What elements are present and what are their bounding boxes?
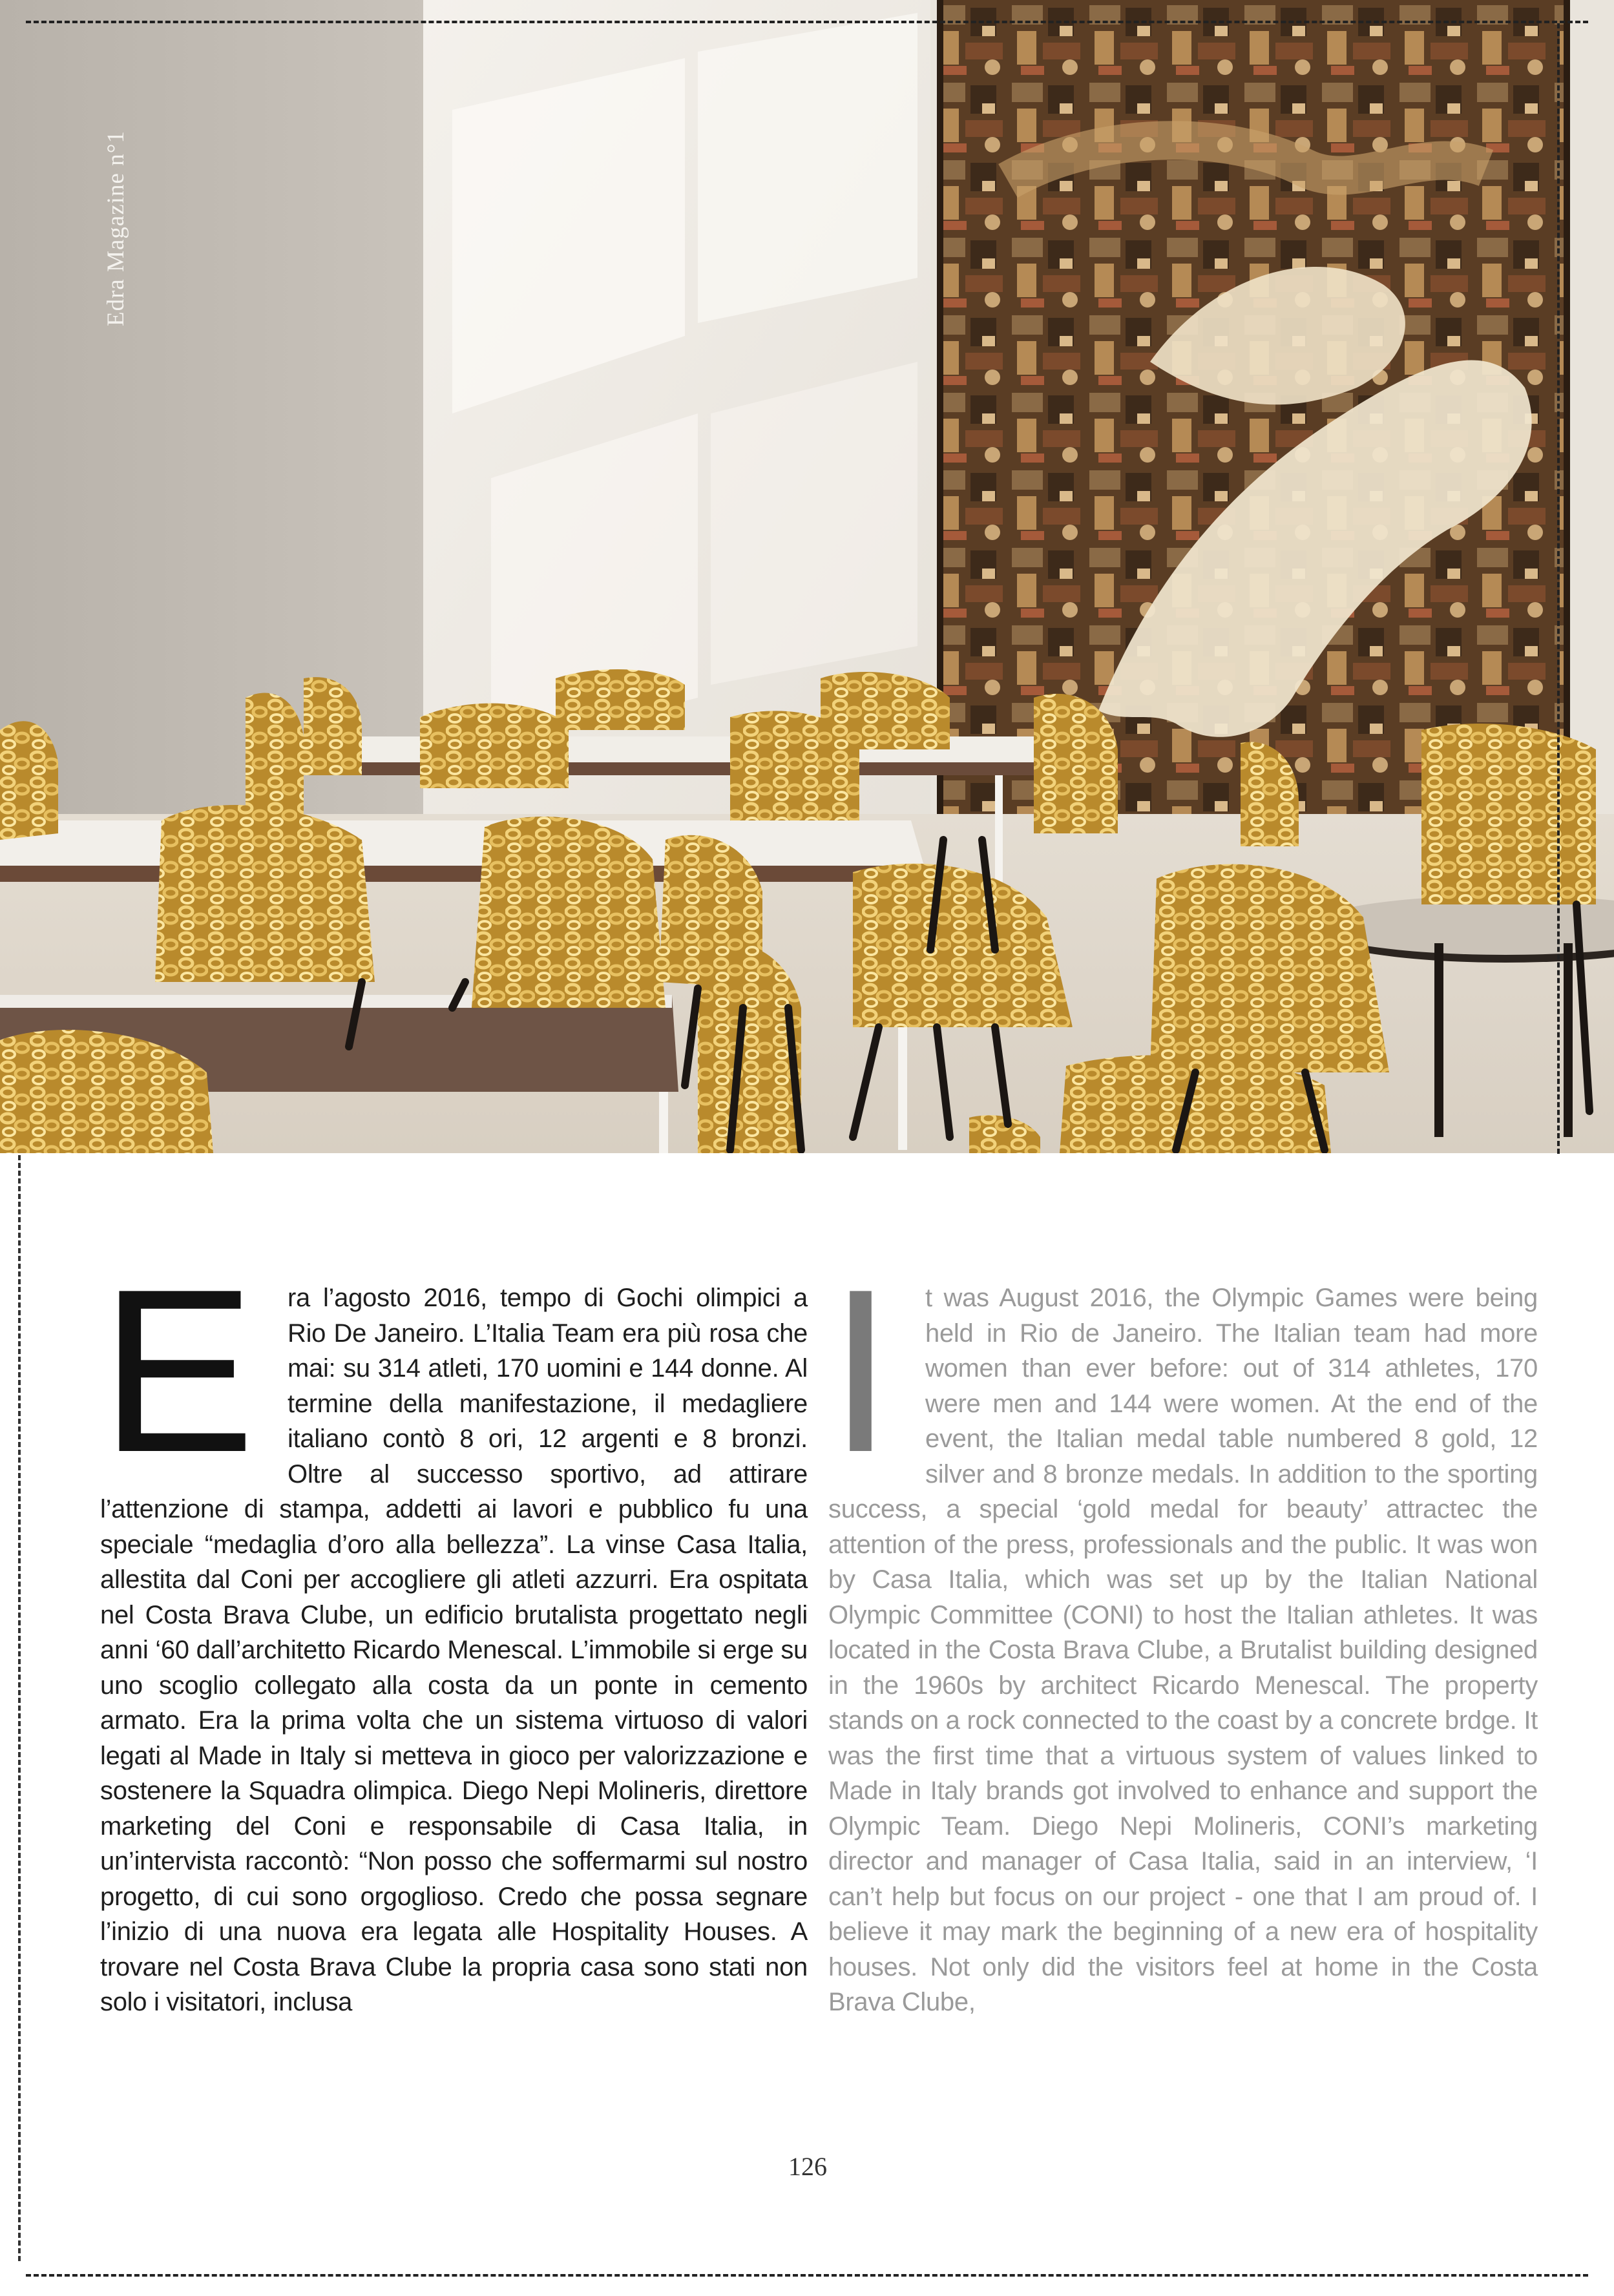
- english-body-text: t was August 2016, the Olympic Games were being held in Rio de Janeiro. The Italian team had more women than ever before: out of 314 athletes, 170 were men and 144 were women. At the end of the event, the Italian medal table numbered 8 gold, 12 silver and 8 bronze medals. In addition to the sporting success, a special ‘gold medal for beauty’ attractec the attention of the press, professionals and the public. It was won by Casa Italia, which was set up by the Italian National Olympic Committee (CONI) to host the Italian athletes. It was located in the Costa Brava Clube, a Brutalist building designed in the 1960s by architect Ricardo Menescal. The property stands on a rock connected to the coast by a concrete brdge. It was the first time that a virtuous system of values linked to Made in Italy brands got involved to enhance and support the Olympic Team. Diego Nepi Molineris, CONI’s marketing director and manager of Casa Italia, said in an interview, ‘I can’t help but focus on our project - one that I am proud of. I believe it may mark the beginning of a new era of hospitality houses. Not only did the visitors feel at home in the Costa Brava Clube,: [828, 1284, 1538, 2016]
- drop-cap-i: I: [828, 1287, 893, 1461]
- page-number: 126: [788, 2152, 827, 2181]
- drop-cap-e: E: [100, 1287, 255, 1461]
- article-column-english: [828, 1280, 1538, 2020]
- article-column-italian: [100, 1280, 808, 2020]
- top-dashed-cut-line: [26, 21, 1588, 23]
- right-dashed-cut-line: [1557, 23, 1560, 1154]
- bottom-dashed-cut-line: [26, 2274, 1588, 2277]
- magazine-vertical-title: Edra Magazine n°1: [103, 130, 129, 326]
- italian-body-text: ra l’agosto 2016, tempo di Gochi olimpici a Rio De Janeiro. L’Italia Team era più rosa che mai: su 314 atleti, 170 uomini e 144 donne. Al termine della manifestazione, il medagliere italiano contò 8 ori, 12 argenti e 8 bronzi. Oltre al successo sportivo, ad attirare l’attenzione di stampa, addetti ai lavori e pubblico fu una speciale “medaglia d’oro alla bellezza”. La vinse Casa Italia, allestita dal Coni per accogliere gli atleti azzurri. Era ospitata nel Costa Brava Clube, un edificio brutalista progettato negli anni ‘60 dall’architetto Ricardo Menescal. L’immobile si erge su uno scoglio collegato alla costa da un ponte in cemento armato. Era la prima volta che un sistema virtuoso di valori legati al Made in Italy si metteva in gioco per valorizzazione e sostenere la Squadra olimpica. Diego Nepi Molineris, direttore marketing del Coni e responsabile di Casa Italia, in un’intervista raccontò: “Non posso che soffermarmi sul nostro progetto, di cui sono orgoglioso. Credo che possa segnare l’inizio di una nuova era legata alle Hospitality Houses. A trovare nel Costa Brava Clube la propria casa sono stati non solo i visitatori, inclusa: [100, 1284, 808, 2016]
